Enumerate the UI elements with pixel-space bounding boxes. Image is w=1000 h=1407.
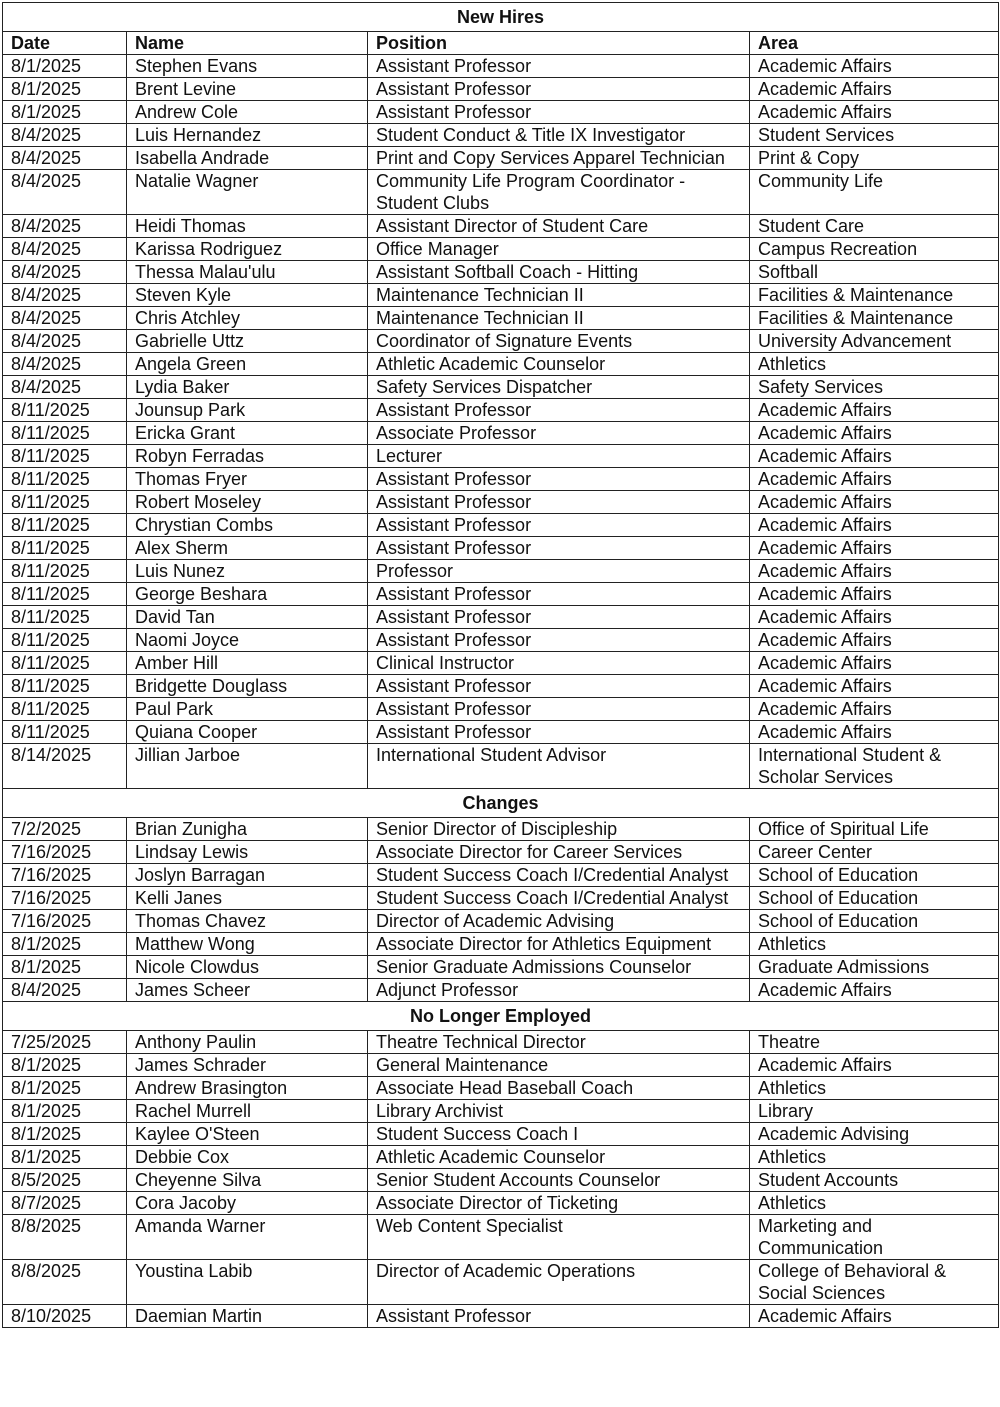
cell-area: Career Center bbox=[750, 841, 999, 864]
table-row bbox=[3, 1169, 999, 1192]
table-row bbox=[3, 629, 999, 652]
cell-name: James Scheer bbox=[127, 979, 368, 1002]
cell-position: Maintenance Technician II bbox=[368, 284, 750, 307]
cell-name: David Tan bbox=[127, 606, 368, 629]
cell-name: Stephen Evans bbox=[127, 55, 368, 78]
cell-date: 8/8/2025 bbox=[3, 1215, 127, 1260]
cell-name: Brian Zunigha bbox=[127, 818, 368, 841]
cell-position: Director of Academic Operations bbox=[368, 1260, 750, 1305]
table-row bbox=[3, 238, 999, 261]
cell-date: 7/16/2025 bbox=[3, 841, 127, 864]
cell-area: Academic Affairs bbox=[750, 491, 999, 514]
cell-name: Daemian Martin bbox=[127, 1305, 368, 1328]
cell-position: Assistant Professor bbox=[368, 583, 750, 606]
cell-position: Library Archivist bbox=[368, 1100, 750, 1123]
cell-area: Academic Affairs bbox=[750, 629, 999, 652]
cell-position: Assistant Professor bbox=[368, 514, 750, 537]
table-row bbox=[3, 1260, 999, 1305]
cell-name: Thessa Malau'ulu bbox=[127, 261, 368, 284]
cell-area: Graduate Admissions bbox=[750, 956, 999, 979]
cell-position: Assistant Professor bbox=[368, 468, 750, 491]
cell-date: 8/11/2025 bbox=[3, 629, 127, 652]
cell-date: 8/5/2025 bbox=[3, 1169, 127, 1192]
cell-position: Associate Director for Athletics Equipment bbox=[368, 933, 750, 956]
cell-area: Academic Affairs bbox=[750, 537, 999, 560]
cell-area: International Student & Scholar Services bbox=[750, 744, 999, 789]
cell-name: Andrew Brasington bbox=[127, 1077, 368, 1100]
cell-name: Youstina Labib bbox=[127, 1260, 368, 1305]
section-title-row bbox=[3, 1002, 999, 1031]
table-row bbox=[3, 1077, 999, 1100]
cell-area: Academic Affairs bbox=[750, 652, 999, 675]
cell-date: 7/16/2025 bbox=[3, 887, 127, 910]
cell-area: Athletics bbox=[750, 933, 999, 956]
table-row bbox=[3, 215, 999, 238]
cell-position: Associate Director of Ticketing bbox=[368, 1192, 750, 1215]
cell-date: 8/11/2025 bbox=[3, 698, 127, 721]
personnel-table bbox=[2, 2, 999, 1328]
cell-name: Paul Park bbox=[127, 698, 368, 721]
cell-date: 8/4/2025 bbox=[3, 261, 127, 284]
cell-area: Academic Affairs bbox=[750, 606, 999, 629]
cell-area: Athletics bbox=[750, 1192, 999, 1215]
table-row bbox=[3, 353, 999, 376]
cell-date: 8/11/2025 bbox=[3, 537, 127, 560]
cell-area: Academic Affairs bbox=[750, 560, 999, 583]
cell-name: Angela Green bbox=[127, 353, 368, 376]
cell-area: Student Services bbox=[750, 124, 999, 147]
cell-date: 8/8/2025 bbox=[3, 1260, 127, 1305]
cell-date: 8/4/2025 bbox=[3, 284, 127, 307]
cell-area: Academic Affairs bbox=[750, 979, 999, 1002]
cell-date: 7/2/2025 bbox=[3, 818, 127, 841]
table-row bbox=[3, 698, 999, 721]
cell-area: School of Education bbox=[750, 864, 999, 887]
cell-date: 8/11/2025 bbox=[3, 491, 127, 514]
cell-area: Print & Copy bbox=[750, 147, 999, 170]
cell-position: Community Life Program Coordinator - Student Clubs bbox=[368, 170, 750, 215]
cell-date: 8/1/2025 bbox=[3, 1123, 127, 1146]
column-header-position: Position bbox=[368, 32, 750, 55]
cell-position: Assistant Professor bbox=[368, 1305, 750, 1328]
cell-position: Lecturer bbox=[368, 445, 750, 468]
cell-date: 8/11/2025 bbox=[3, 445, 127, 468]
section-title-changes: Changes bbox=[3, 789, 999, 818]
cell-position: Associate Professor bbox=[368, 422, 750, 445]
cell-date: 8/4/2025 bbox=[3, 979, 127, 1002]
column-header-row bbox=[3, 32, 999, 55]
cell-name: Gabrielle Uttz bbox=[127, 330, 368, 353]
table-row bbox=[3, 101, 999, 124]
cell-name: Anthony Paulin bbox=[127, 1031, 368, 1054]
cell-name: Jillian Jarboe bbox=[127, 744, 368, 789]
cell-name: Robyn Ferradas bbox=[127, 445, 368, 468]
cell-name: Robert Moseley bbox=[127, 491, 368, 514]
personnel-table-body bbox=[3, 3, 999, 1328]
cell-name: James Schrader bbox=[127, 1054, 368, 1077]
cell-date: 8/4/2025 bbox=[3, 307, 127, 330]
table-row bbox=[3, 956, 999, 979]
table-row bbox=[3, 1305, 999, 1328]
cell-name: Ericka Grant bbox=[127, 422, 368, 445]
cell-date: 8/1/2025 bbox=[3, 1077, 127, 1100]
cell-date: 8/4/2025 bbox=[3, 330, 127, 353]
cell-date: 8/4/2025 bbox=[3, 376, 127, 399]
cell-position: Professor bbox=[368, 560, 750, 583]
table-row bbox=[3, 468, 999, 491]
cell-area: Academic Affairs bbox=[750, 468, 999, 491]
cell-position: International Student Advisor bbox=[368, 744, 750, 789]
cell-area: Office of Spiritual Life bbox=[750, 818, 999, 841]
table-row bbox=[3, 124, 999, 147]
cell-name: Isabella Andrade bbox=[127, 147, 368, 170]
cell-name: Chrystian Combs bbox=[127, 514, 368, 537]
cell-name: George Beshara bbox=[127, 583, 368, 606]
cell-date: 8/1/2025 bbox=[3, 55, 127, 78]
cell-area: Academic Affairs bbox=[750, 445, 999, 468]
cell-date: 8/11/2025 bbox=[3, 468, 127, 491]
cell-area: Campus Recreation bbox=[750, 238, 999, 261]
cell-position: Assistant Professor bbox=[368, 399, 750, 422]
cell-name: Naomi Joyce bbox=[127, 629, 368, 652]
cell-position: Maintenance Technician II bbox=[368, 307, 750, 330]
cell-area: Academic Affairs bbox=[750, 101, 999, 124]
cell-name: Brent Levine bbox=[127, 78, 368, 101]
table-row bbox=[3, 1031, 999, 1054]
table-row bbox=[3, 514, 999, 537]
table-row bbox=[3, 537, 999, 560]
cell-name: Chris Atchley bbox=[127, 307, 368, 330]
table-row bbox=[3, 675, 999, 698]
cell-name: Nicole Clowdus bbox=[127, 956, 368, 979]
cell-position: Web Content Specialist bbox=[368, 1215, 750, 1260]
cell-date: 8/7/2025 bbox=[3, 1192, 127, 1215]
cell-name: Quiana Cooper bbox=[127, 721, 368, 744]
cell-date: 8/1/2025 bbox=[3, 101, 127, 124]
cell-area: Safety Services bbox=[750, 376, 999, 399]
cell-area: Academic Affairs bbox=[750, 698, 999, 721]
cell-position: Coordinator of Signature Events bbox=[368, 330, 750, 353]
cell-area: Facilities & Maintenance bbox=[750, 284, 999, 307]
table-row bbox=[3, 887, 999, 910]
section-title-row bbox=[3, 3, 999, 32]
cell-position: Theatre Technical Director bbox=[368, 1031, 750, 1054]
cell-name: Natalie Wagner bbox=[127, 170, 368, 215]
table-row bbox=[3, 1146, 999, 1169]
cell-area: Community Life bbox=[750, 170, 999, 215]
cell-area: Academic Affairs bbox=[750, 1305, 999, 1328]
cell-name: Karissa Rodriguez bbox=[127, 238, 368, 261]
cell-name: Luis Nunez bbox=[127, 560, 368, 583]
cell-date: 8/11/2025 bbox=[3, 514, 127, 537]
cell-name: Alex Sherm bbox=[127, 537, 368, 560]
table-row bbox=[3, 560, 999, 583]
cell-area: University Advancement bbox=[750, 330, 999, 353]
cell-date: 8/4/2025 bbox=[3, 215, 127, 238]
cell-name: Debbie Cox bbox=[127, 1146, 368, 1169]
cell-name: Matthew Wong bbox=[127, 933, 368, 956]
cell-area: Academic Affairs bbox=[750, 514, 999, 537]
cell-date: 8/4/2025 bbox=[3, 124, 127, 147]
cell-position: Assistant Professor bbox=[368, 675, 750, 698]
cell-area: Academic Affairs bbox=[750, 1054, 999, 1077]
cell-position: Student Success Coach I/Credential Analyst bbox=[368, 864, 750, 887]
section-title-row bbox=[3, 789, 999, 818]
cell-date: 8/14/2025 bbox=[3, 744, 127, 789]
table-row bbox=[3, 1054, 999, 1077]
cell-position: Director of Academic Advising bbox=[368, 910, 750, 933]
cell-date: 8/11/2025 bbox=[3, 721, 127, 744]
cell-area: Student Accounts bbox=[750, 1169, 999, 1192]
cell-position: Student Conduct & Title IX Investigator bbox=[368, 124, 750, 147]
cell-name: Steven Kyle bbox=[127, 284, 368, 307]
cell-date: 7/16/2025 bbox=[3, 864, 127, 887]
cell-area: Athletics bbox=[750, 1077, 999, 1100]
cell-position: Assistant Professor bbox=[368, 698, 750, 721]
cell-position: Assistant Professor bbox=[368, 78, 750, 101]
table-row bbox=[3, 284, 999, 307]
table-row bbox=[3, 376, 999, 399]
cell-position: Athletic Academic Counselor bbox=[368, 353, 750, 376]
cell-name: Cora Jacoby bbox=[127, 1192, 368, 1215]
cell-area: Athletics bbox=[750, 1146, 999, 1169]
cell-position: Assistant Professor bbox=[368, 101, 750, 124]
table-row bbox=[3, 491, 999, 514]
cell-position: Print and Copy Services Apparel Technician bbox=[368, 147, 750, 170]
cell-position: Senior Student Accounts Counselor bbox=[368, 1169, 750, 1192]
cell-date: 7/16/2025 bbox=[3, 910, 127, 933]
cell-area: Marketing and Communication bbox=[750, 1215, 999, 1260]
section-title-new-hires: New Hires bbox=[3, 3, 999, 32]
cell-date: 8/4/2025 bbox=[3, 238, 127, 261]
cell-date: 8/11/2025 bbox=[3, 606, 127, 629]
table-row bbox=[3, 864, 999, 887]
cell-position: Clinical Instructor bbox=[368, 652, 750, 675]
cell-position: Student Success Coach I/Credential Analyst bbox=[368, 887, 750, 910]
cell-name: Luis Hernandez bbox=[127, 124, 368, 147]
table-row bbox=[3, 147, 999, 170]
table-row bbox=[3, 330, 999, 353]
cell-date: 8/1/2025 bbox=[3, 1146, 127, 1169]
cell-date: 7/25/2025 bbox=[3, 1031, 127, 1054]
cell-name: Amber Hill bbox=[127, 652, 368, 675]
cell-date: 8/10/2025 bbox=[3, 1305, 127, 1328]
cell-date: 8/11/2025 bbox=[3, 583, 127, 606]
table-row bbox=[3, 1192, 999, 1215]
cell-area: Facilities & Maintenance bbox=[750, 307, 999, 330]
cell-position: Senior Graduate Admissions Counselor bbox=[368, 956, 750, 979]
table-row bbox=[3, 261, 999, 284]
section-title-no-longer-employed: No Longer Employed bbox=[3, 1002, 999, 1031]
cell-position: Associate Head Baseball Coach bbox=[368, 1077, 750, 1100]
cell-area: Theatre bbox=[750, 1031, 999, 1054]
cell-name: Andrew Cole bbox=[127, 101, 368, 124]
cell-position: Assistant Professor bbox=[368, 606, 750, 629]
table-row bbox=[3, 445, 999, 468]
cell-date: 8/1/2025 bbox=[3, 1054, 127, 1077]
cell-area: Academic Affairs bbox=[750, 721, 999, 744]
cell-position: Senior Director of Discipleship bbox=[368, 818, 750, 841]
cell-name: Amanda Warner bbox=[127, 1215, 368, 1260]
cell-area: Softball bbox=[750, 261, 999, 284]
column-header-name: Name bbox=[127, 32, 368, 55]
cell-name: Bridgette Douglass bbox=[127, 675, 368, 698]
cell-date: 8/4/2025 bbox=[3, 147, 127, 170]
cell-name: Lindsay Lewis bbox=[127, 841, 368, 864]
table-row bbox=[3, 307, 999, 330]
cell-position: Assistant Professor bbox=[368, 491, 750, 514]
cell-area: Academic Affairs bbox=[750, 55, 999, 78]
table-row bbox=[3, 933, 999, 956]
cell-name: Cheyenne Silva bbox=[127, 1169, 368, 1192]
column-header-date: Date bbox=[3, 32, 127, 55]
cell-name: Kaylee O'Steen bbox=[127, 1123, 368, 1146]
cell-name: Jounsup Park bbox=[127, 399, 368, 422]
cell-name: Heidi Thomas bbox=[127, 215, 368, 238]
cell-position: Assistant Professor bbox=[368, 537, 750, 560]
column-header-area: Area bbox=[750, 32, 999, 55]
cell-area: Academic Affairs bbox=[750, 675, 999, 698]
table-row bbox=[3, 422, 999, 445]
cell-date: 8/4/2025 bbox=[3, 170, 127, 215]
table-row bbox=[3, 78, 999, 101]
cell-position: Athletic Academic Counselor bbox=[368, 1146, 750, 1169]
cell-position: Student Success Coach I bbox=[368, 1123, 750, 1146]
cell-area: Academic Affairs bbox=[750, 583, 999, 606]
table-row bbox=[3, 1215, 999, 1260]
cell-area: Academic Advising bbox=[750, 1123, 999, 1146]
cell-area: Academic Affairs bbox=[750, 422, 999, 445]
cell-date: 8/4/2025 bbox=[3, 353, 127, 376]
table-row bbox=[3, 744, 999, 789]
cell-date: 8/1/2025 bbox=[3, 933, 127, 956]
cell-date: 8/1/2025 bbox=[3, 1100, 127, 1123]
cell-date: 8/1/2025 bbox=[3, 78, 127, 101]
cell-position: General Maintenance bbox=[368, 1054, 750, 1077]
table-row bbox=[3, 818, 999, 841]
cell-area: College of Behavioral & Social Sciences bbox=[750, 1260, 999, 1305]
cell-area: Library bbox=[750, 1100, 999, 1123]
cell-name: Lydia Baker bbox=[127, 376, 368, 399]
cell-area: Athletics bbox=[750, 353, 999, 376]
table-row bbox=[3, 583, 999, 606]
table-row bbox=[3, 652, 999, 675]
cell-name: Rachel Murrell bbox=[127, 1100, 368, 1123]
table-row bbox=[3, 841, 999, 864]
table-row bbox=[3, 910, 999, 933]
cell-position: Assistant Softball Coach - Hitting bbox=[368, 261, 750, 284]
cell-date: 8/11/2025 bbox=[3, 675, 127, 698]
cell-position: Assistant Professor bbox=[368, 629, 750, 652]
table-row bbox=[3, 55, 999, 78]
cell-date: 8/11/2025 bbox=[3, 652, 127, 675]
table-row bbox=[3, 1123, 999, 1146]
cell-name: Thomas Fryer bbox=[127, 468, 368, 491]
table-row bbox=[3, 979, 999, 1002]
cell-position: Associate Director for Career Services bbox=[368, 841, 750, 864]
table-row bbox=[3, 1100, 999, 1123]
cell-name: Thomas Chavez bbox=[127, 910, 368, 933]
cell-date: 8/11/2025 bbox=[3, 422, 127, 445]
cell-date: 8/11/2025 bbox=[3, 399, 127, 422]
cell-area: Student Care bbox=[750, 215, 999, 238]
cell-date: 8/11/2025 bbox=[3, 560, 127, 583]
cell-position: Office Manager bbox=[368, 238, 750, 261]
cell-area: School of Education bbox=[750, 887, 999, 910]
cell-area: School of Education bbox=[750, 910, 999, 933]
table-row bbox=[3, 606, 999, 629]
cell-position: Assistant Director of Student Care bbox=[368, 215, 750, 238]
cell-area: Academic Affairs bbox=[750, 78, 999, 101]
cell-name: Kelli Janes bbox=[127, 887, 368, 910]
cell-position: Assistant Professor bbox=[368, 55, 750, 78]
cell-area: Academic Affairs bbox=[750, 399, 999, 422]
table-row bbox=[3, 721, 999, 744]
cell-position: Adjunct Professor bbox=[368, 979, 750, 1002]
cell-date: 8/1/2025 bbox=[3, 956, 127, 979]
cell-name: Joslyn Barragan bbox=[127, 864, 368, 887]
table-row bbox=[3, 399, 999, 422]
cell-position: Safety Services Dispatcher bbox=[368, 376, 750, 399]
table-row bbox=[3, 170, 999, 215]
cell-position: Assistant Professor bbox=[368, 721, 750, 744]
